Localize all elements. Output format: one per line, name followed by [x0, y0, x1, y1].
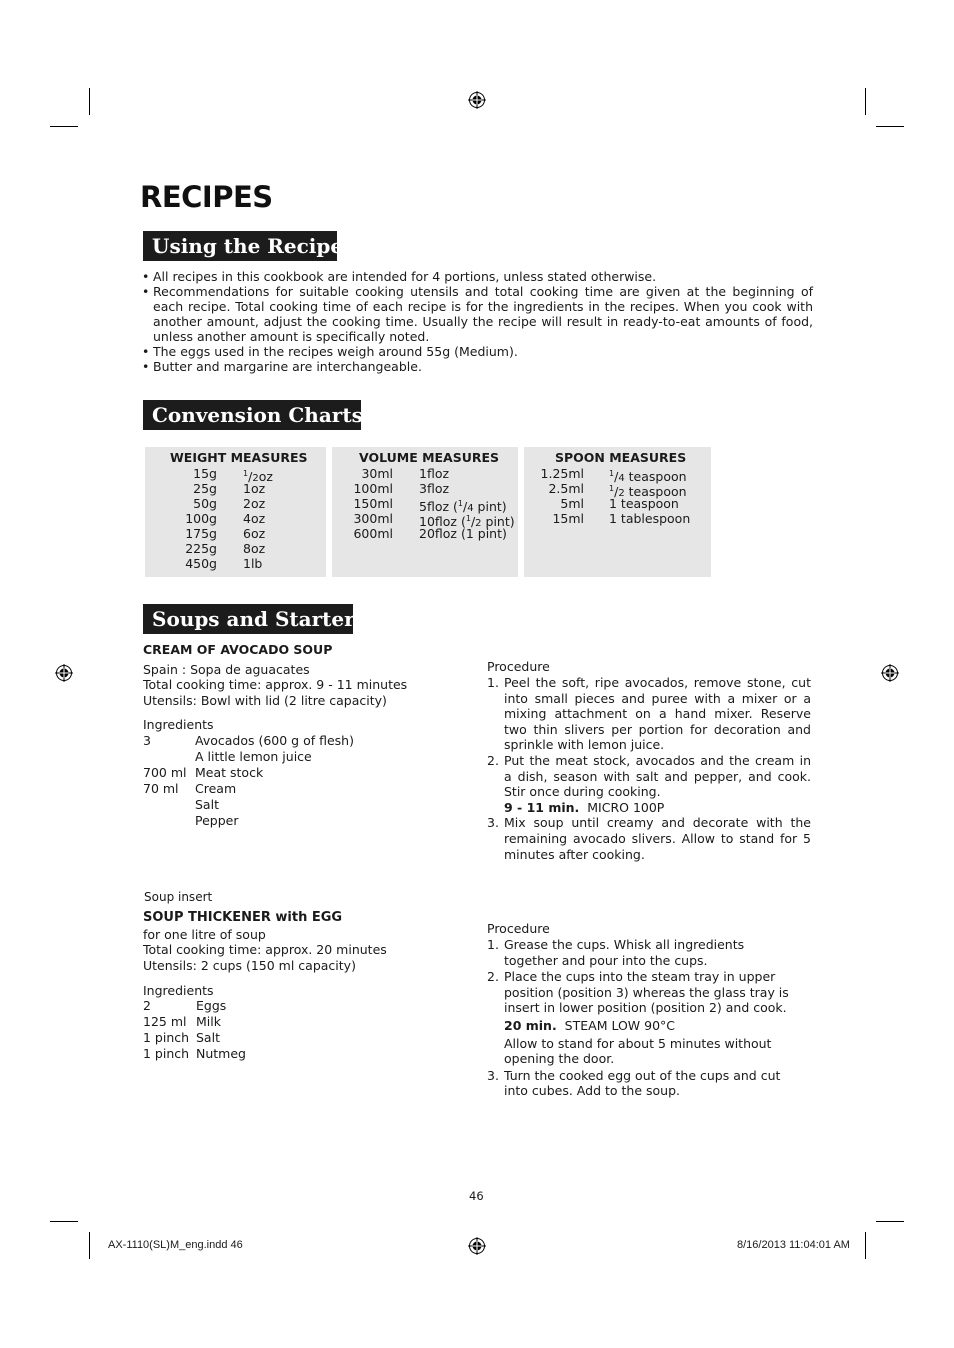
recipe-utensils: Utensils: Bowl with lid (2 litre capacity): [143, 693, 387, 708]
table-title: WEIGHT MEASURES: [170, 450, 308, 465]
crop-mark: [50, 1221, 78, 1222]
procedure-step: 1. Peel the soft, ripe avocados, remove stone, cut into small pieces and puree with a mixer or a mixing attachment on a hand mixer. Reserve two thin slivers per portion for decoration and sprinkle with lemon juice.: [487, 675, 811, 753]
section-heading-conversion: Convension Charts: [143, 400, 361, 430]
recipe-amount: for one litre of soup: [143, 927, 266, 942]
insert-label: Soup insert: [144, 890, 213, 904]
procedure-label: Procedure: [487, 921, 550, 936]
recipe-title: CREAM OF AVOCADO SOUP: [143, 642, 333, 657]
list-item: Salt: [195, 797, 219, 812]
footer-filename: AX-1110(SL)M_eng.indd 46: [108, 1239, 243, 1251]
list-item: • Recommendations for suitable cooking utensils and total cooking time are given at the beginning of each recipe. Total cooking time of each recipe is for the ingredients in the recipes. When you cook with another amount, adjust the cooking time. Usually the recipe will result in ready-to-eat amounts of food, unless another amount is specifically noted.: [142, 284, 813, 344]
cooking-setting: 9 - 11 min. MICRO 100P: [504, 799, 665, 815]
section-heading-soups: Soups and Starters: [143, 604, 353, 634]
ingredients-label: Ingredients: [143, 983, 214, 998]
procedure-list: [487, 675, 811, 862]
procedure-list: [487, 937, 799, 1099]
ingredient-list: [143, 733, 423, 829]
crop-mark: [89, 1232, 90, 1259]
registration-mark-icon: [55, 664, 73, 682]
weight-measures-table: WEIGHT MEASURES 15g $^1$/2oz 25g 1oz 50g 2oz 100g 4oz 175g 6oz 225g 8oz 450g 1lb: [145, 447, 326, 577]
list-item: • The eggs used in the recipes weigh around 55g (Medium).: [142, 344, 518, 359]
list-item: • Butter and margarine are interchangeable.: [142, 359, 422, 374]
using-bullet-list: [142, 269, 813, 374]
list-item: Pepper: [195, 813, 239, 828]
section-heading-using: Using the Recipes: [143, 231, 337, 261]
crop-mark: [50, 126, 78, 127]
registration-mark-icon: [881, 664, 899, 682]
procedure-step: 3. Mix soup until creamy and decorate with the remaining avocado slivers. Allow to stand for 5 minutes after cooking.: [487, 815, 811, 862]
procedure-step: 2. Place the cups into the steam tray in upper position (position 3) whereas the glass tray is insert in lower position (position 2) and cook.: [487, 969, 789, 1016]
ingredients-label: Ingredients: [143, 717, 214, 732]
list-item: 3 Avocados (600 g of flesh): [143, 733, 354, 748]
spoon-measures-table: SPOON MEASURES 1.25ml $^1$/4 teaspoon 2.5ml $^1$/2 teaspoon 5ml 1 teaspoon 15ml 1 tablespoon: [524, 447, 711, 577]
procedure-label: Procedure: [487, 659, 550, 674]
list-item: A little lemon juice: [195, 749, 312, 764]
registration-mark-icon: [468, 1237, 486, 1255]
list-item: 125 ml Milk: [143, 1014, 221, 1029]
crop-mark: [876, 126, 904, 127]
list-item: 2 Eggs: [143, 998, 227, 1013]
table-title: VOLUME MEASURES: [359, 450, 500, 465]
crop-mark: [876, 1221, 904, 1222]
recipe-time: Total cooking time: approx. 20 minutes: [143, 942, 387, 957]
registration-mark-icon: [468, 91, 486, 109]
list-item: 700 ml Meat stock: [143, 765, 264, 780]
list-item: 1 pinch Salt: [143, 1030, 220, 1045]
list-item: • All recipes in this cookbook are intended for 4 portions, unless stated otherwise.: [142, 269, 657, 284]
list-item: 70 ml Cream: [143, 781, 237, 796]
ingredient-list: [143, 998, 423, 1062]
procedure-step: 2. Put the meat stock, avocados and the cream in a dish, season with salt and pepper, and cook. Stir once during cooking.: [487, 752, 811, 800]
cooking-setting: 20 min. STEAM LOW 90°C: [504, 1017, 676, 1033]
page-title: RECIPES: [140, 180, 273, 214]
list-item: 1 pinch Nutmeg: [143, 1046, 246, 1061]
recipe-origin: Spain : Sopa de aguacates: [143, 662, 310, 677]
recipe-utensils: Utensils: 2 cups (150 ml capacity): [143, 958, 356, 973]
footer-timestamp: 8/16/2013 11:04:01 AM: [737, 1239, 850, 1251]
procedure-step: 3. Turn the cooked egg out of the cups and cut into cubes. Add to the soup.: [487, 1067, 781, 1099]
stand-note: Allow to stand for about 5 minutes without opening the door.: [504, 1035, 772, 1067]
page-number: 46: [469, 1189, 484, 1203]
table-title: SPOON MEASURES: [555, 450, 687, 465]
recipe-title: SOUP THICKENER with EGG: [143, 910, 343, 925]
volume-measures-table: VOLUME MEASURES 30ml 1floz 100ml 3floz 150ml 5floz ($^1$/4 pint) 300ml 10floz ($^1$/2 pint) 600ml 20floz (1 pint): [332, 447, 518, 577]
crop-mark: [865, 1232, 866, 1259]
procedure-step: 1. Grease the cups. Whisk all ingredients together and pour into the cups.: [487, 937, 745, 968]
recipe-time: Total cooking time: approx. 9 - 11 minutes: [143, 677, 408, 692]
crop-mark: [865, 88, 866, 115]
crop-mark: [89, 88, 90, 115]
